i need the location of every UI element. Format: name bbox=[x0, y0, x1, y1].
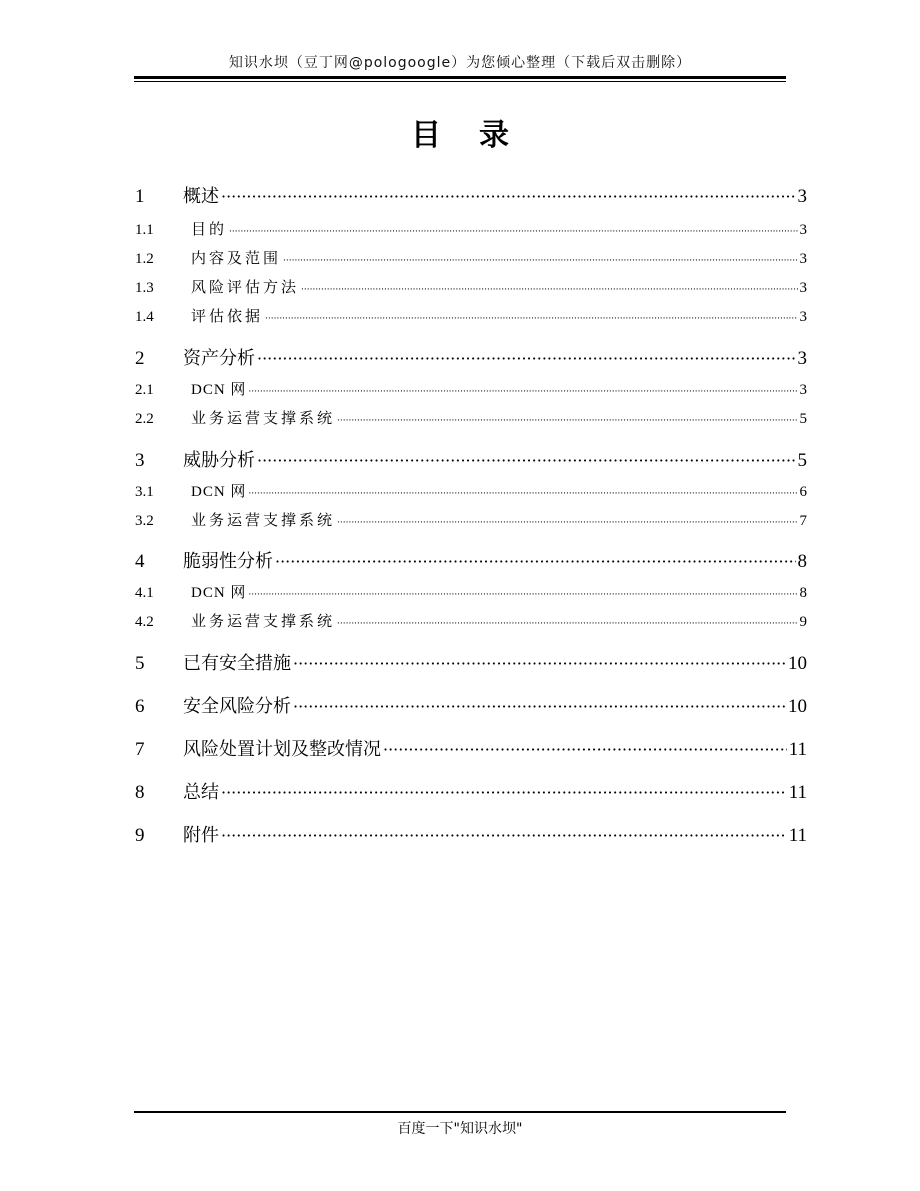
toc-title: 目录 bbox=[411, 118, 547, 153]
toc-leader-dots bbox=[221, 187, 796, 206]
toc-entry-number: 8 bbox=[135, 782, 145, 803]
toc-entry-1-1[interactable] bbox=[135, 218, 807, 240]
toc-entry-page: 3 bbox=[799, 309, 807, 325]
toc-entry-label: DCN 网 bbox=[191, 382, 247, 398]
toc-leader-dots bbox=[248, 590, 797, 600]
toc-entry-3-1[interactable] bbox=[135, 480, 807, 502]
toc-entry-page: 8 bbox=[797, 551, 807, 572]
toc-leader-dots bbox=[257, 349, 796, 368]
toc-entry-label: 评估依据 bbox=[191, 307, 264, 325]
toc-entry-label: 威胁分析 bbox=[183, 450, 255, 471]
toc-entry-label: 业务运营支撑系统 bbox=[191, 409, 336, 427]
toc-leader-dots bbox=[293, 654, 786, 673]
toc-entry-number: 3 bbox=[135, 450, 145, 471]
toc-entry-page: 10 bbox=[788, 696, 807, 717]
toc-entry-page: 3 bbox=[799, 280, 807, 296]
toc-entry-number: 1 bbox=[135, 186, 145, 207]
toc-entry-label: 安全风险分析 bbox=[183, 696, 291, 717]
toc-entry-page: 5 bbox=[799, 411, 807, 427]
toc-leader-dots bbox=[221, 783, 787, 802]
header-rule-thin bbox=[134, 81, 786, 82]
toc-entry-number: 2.2 bbox=[135, 411, 154, 427]
toc-entry-label: 风险评估方法 bbox=[191, 278, 300, 296]
toc-leader-dots bbox=[275, 552, 796, 571]
toc-entry-label: DCN 网 bbox=[191, 484, 247, 500]
toc-leader-dots bbox=[337, 416, 797, 426]
toc-entry-number: 4.2 bbox=[135, 614, 154, 630]
toc-entry-1-3[interactable] bbox=[135, 276, 807, 298]
toc-leader-dots bbox=[383, 740, 787, 759]
toc-entry-4[interactable] bbox=[135, 547, 807, 573]
toc-entry-number: 9 bbox=[135, 825, 145, 846]
toc-entry-label: 风险处置计划及整改情况 bbox=[183, 739, 381, 760]
toc-entry-page: 9 bbox=[799, 614, 807, 630]
toc-entry-1[interactable] bbox=[135, 182, 807, 208]
toc-entry-label: 概述 bbox=[183, 186, 219, 207]
toc-entry-3[interactable] bbox=[135, 446, 807, 472]
toc-entry-page: 8 bbox=[799, 585, 807, 601]
toc-entry-label: 已有安全措施 bbox=[183, 653, 291, 674]
toc-leader-dots bbox=[248, 489, 797, 499]
toc-entry-number: 1.3 bbox=[135, 280, 154, 296]
toc-entry-page: 11 bbox=[788, 739, 807, 760]
toc-entry-9[interactable] bbox=[135, 821, 807, 847]
toc-entry-number: 5 bbox=[135, 653, 145, 674]
page-header: 知识水坝（豆丁网@pologoogle）为您倾心整理（下载后双击删除） bbox=[228, 55, 692, 71]
toc-entry-label: 脆弱性分析 bbox=[183, 551, 273, 572]
toc-entry-label: 业务运营支撑系统 bbox=[191, 612, 336, 630]
toc-entry-2[interactable] bbox=[135, 344, 807, 370]
toc-entry-page: 11 bbox=[788, 825, 807, 846]
toc-entry-page: 3 bbox=[799, 382, 807, 398]
toc-entry-number: 1.4 bbox=[135, 309, 154, 325]
toc-leader-dots bbox=[257, 451, 796, 470]
toc-leader-dots bbox=[283, 256, 797, 266]
toc-entry-number: 3.1 bbox=[135, 484, 154, 500]
toc-entry-number: 6 bbox=[135, 696, 145, 717]
toc-entry-8[interactable] bbox=[135, 778, 807, 804]
toc-entry-4-2[interactable] bbox=[135, 610, 807, 632]
toc-entry-page: 3 bbox=[799, 222, 807, 238]
toc-entry-label: 附件 bbox=[183, 825, 219, 846]
toc-entry-number: 2 bbox=[135, 348, 145, 369]
toc-entry-4-1[interactable] bbox=[135, 581, 807, 603]
toc-entry-1-4[interactable] bbox=[135, 305, 807, 327]
toc-entry-number: 1.1 bbox=[135, 222, 154, 238]
toc-entry-5[interactable] bbox=[135, 649, 807, 675]
toc-entry-6[interactable] bbox=[135, 692, 807, 718]
toc-entry-number: 1.2 bbox=[135, 251, 154, 267]
toc-entry-7[interactable] bbox=[135, 735, 807, 761]
toc-entry-number: 2.1 bbox=[135, 382, 154, 398]
toc-entry-page: 11 bbox=[788, 782, 807, 803]
toc-entry-label: DCN 网 bbox=[191, 585, 247, 601]
page-footer: 百度一下"知识水坝" bbox=[397, 1121, 523, 1137]
footer-rule bbox=[134, 1111, 786, 1113]
toc-entry-page: 6 bbox=[799, 484, 807, 500]
toc-leader-dots bbox=[265, 314, 797, 324]
toc-entry-page: 10 bbox=[788, 653, 807, 674]
toc-leader-dots bbox=[337, 619, 797, 629]
toc-entry-2-2[interactable] bbox=[135, 407, 807, 429]
toc-leader-dots bbox=[301, 285, 797, 295]
toc-entry-label: 内容及范围 bbox=[191, 249, 282, 267]
toc-entry-1-2[interactable] bbox=[135, 247, 807, 269]
toc-leader-dots bbox=[293, 697, 786, 716]
toc-entry-page: 3 bbox=[797, 186, 807, 207]
toc-entry-number: 3.2 bbox=[135, 513, 154, 529]
toc-entry-number: 4 bbox=[135, 551, 145, 572]
toc-entry-label: 总结 bbox=[183, 782, 219, 803]
toc-leader-dots bbox=[248, 387, 797, 397]
toc-entry-number: 4.1 bbox=[135, 585, 154, 601]
toc-leader-dots bbox=[337, 518, 797, 528]
toc-entry-page: 3 bbox=[799, 251, 807, 267]
toc-entry-label: 目的 bbox=[191, 220, 228, 238]
header-rule-thick bbox=[134, 76, 786, 79]
toc-entry-label: 资产分析 bbox=[183, 348, 255, 369]
toc-entry-number: 7 bbox=[135, 739, 145, 760]
toc-leader-dots bbox=[221, 826, 787, 845]
toc-entry-2-1[interactable] bbox=[135, 378, 807, 400]
toc-entry-3-2[interactable] bbox=[135, 509, 807, 531]
toc-entry-page: 3 bbox=[797, 348, 807, 369]
toc-entry-page: 5 bbox=[797, 450, 807, 471]
toc-entry-page: 7 bbox=[799, 513, 807, 529]
toc-leader-dots bbox=[229, 227, 797, 237]
toc-entry-label: 业务运营支撑系统 bbox=[191, 511, 336, 529]
